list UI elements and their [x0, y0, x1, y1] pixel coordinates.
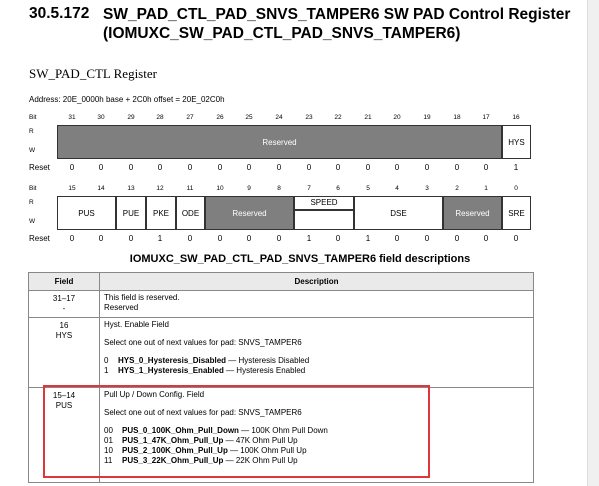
bit-number: 19 [423, 114, 431, 121]
field-bits: 15–14 [52, 391, 76, 400]
bit-number: 12 [156, 185, 164, 192]
bit-number: 15 [68, 185, 76, 192]
option-code: 11 [104, 456, 113, 465]
option-name: PUS_3_22K_Ohm_Pull_Up [122, 456, 224, 465]
option-desc: — 47K Ohm Pull Up [223, 436, 298, 445]
field-column-header: Field [29, 273, 100, 291]
option-desc: — Hysteresis Enabled [223, 366, 306, 375]
reset-value: 0 [69, 163, 75, 172]
bit-number: 14 [97, 185, 105, 192]
reset-value: 0 [424, 234, 430, 243]
option-code: 01 [104, 436, 113, 445]
reset-value: 1 [513, 163, 519, 172]
option-name: PUS_2_100K_Ohm_Pull_Up [122, 446, 228, 455]
field-name: PUS [55, 401, 73, 410]
option-code: 00 [104, 426, 113, 435]
reset-value: 0 [246, 234, 252, 243]
bit-number: 30 [97, 114, 105, 121]
table-row [29, 291, 534, 318]
reset-value: 0 [276, 163, 282, 172]
read-row-label: R [29, 128, 34, 135]
speed-field-lower [294, 210, 354, 230]
option-line [104, 366, 529, 376]
option-name: HYS_1_Hysteresis_Enabled [118, 366, 224, 375]
bit-number: 17 [482, 114, 490, 121]
bit-number: 16 [512, 114, 520, 121]
bit-number: 7 [307, 185, 311, 192]
bit-number: 6 [336, 185, 340, 192]
reset-value: 0 [513, 234, 519, 243]
pus-field: PUS [57, 196, 116, 230]
reset-value: 1 [306, 234, 312, 243]
register-address: Address: 20E_0000h base + 2C0h offset = 20E_02C0h [29, 95, 225, 104]
table-header-row [29, 273, 534, 291]
option-code: 1 [104, 366, 109, 375]
bit-number: 10 [216, 185, 224, 192]
bit-number: 1 [484, 185, 488, 192]
description-text: Reserved [104, 303, 139, 312]
bit-number: 11 [186, 185, 194, 192]
ode-field: ODE [176, 196, 205, 230]
option-desc: — Hysteresis Disabled [226, 356, 310, 365]
register-diagram-lower [29, 184, 589, 246]
bit-number: 23 [305, 114, 313, 121]
reset-value: 0 [246, 163, 252, 172]
option-code: 10 [104, 446, 113, 455]
field-name: HYS [55, 331, 73, 340]
bit-number: 13 [127, 185, 135, 192]
reset-value: 0 [483, 163, 489, 172]
description-text: Select one out of next values for pad: SNVS_TAMPER6 [104, 338, 302, 347]
reserved-field: Reserved [57, 125, 502, 159]
write-row-label: W [29, 218, 36, 225]
reset-value: 0 [217, 234, 223, 243]
reset-value: 0 [98, 234, 104, 243]
reset-row-label: Reset [29, 234, 50, 243]
option-name: PUS_0_100K_Ohm_Pull_Down [122, 426, 239, 435]
bit-number: 20 [393, 114, 401, 121]
speed-field: SPEED [294, 196, 354, 210]
sre-field: SRE [502, 196, 531, 230]
write-row-label: W [29, 147, 36, 154]
field-bits: 16 [59, 321, 69, 330]
bit-number: 9 [247, 185, 251, 192]
field-cell [29, 291, 100, 318]
reset-value: 0 [335, 234, 341, 243]
reset-value: 0 [394, 163, 400, 172]
bit-number: 24 [275, 114, 283, 121]
section-number: 30.5.172 [29, 5, 90, 22]
description-text: Hyst. Enable Field [104, 320, 169, 329]
section-title: SW_PAD_CTL_PAD_SNVS_TAMPER6 SW PAD Control Register (IOMUXC_SW_PAD_CTL_PAD_SNVS_TAMPER6) [103, 6, 571, 42]
option-desc: — 22K Ohm Pull Up [223, 456, 298, 465]
reset-value: 0 [306, 163, 312, 172]
reset-value: 1 [365, 234, 371, 243]
bit-number: 8 [277, 185, 281, 192]
bit-number: 22 [334, 114, 342, 121]
reset-value: 0 [217, 163, 223, 172]
register-diagram-upper [29, 113, 589, 175]
option-desc: — 100K Ohm Pull Down [238, 426, 328, 435]
reset-value: 0 [128, 163, 134, 172]
bit-number: 5 [366, 185, 370, 192]
bit-number: 27 [186, 114, 194, 121]
reset-value: 0 [483, 234, 489, 243]
reserved-field: Reserved [443, 196, 502, 230]
reset-value: 0 [187, 234, 193, 243]
read-row-label: R [29, 199, 34, 206]
dse-field: DSE [354, 196, 443, 230]
description-cell [100, 318, 534, 388]
field-name: - [62, 304, 66, 313]
register-subtitle: SW_PAD_CTL Register [29, 66, 157, 81]
bit-number: 18 [453, 114, 461, 121]
bit-number: 26 [216, 114, 224, 121]
bit-number: 25 [245, 114, 253, 121]
field-bits: 31–17 [52, 294, 76, 303]
bit-number: 2 [455, 185, 459, 192]
option-line [104, 356, 529, 366]
reset-value: 0 [424, 163, 430, 172]
option-name: PUS_1_47K_Ohm_Pull_Up [122, 436, 224, 445]
reset-row-label: Reset [29, 163, 50, 172]
hys-field: HYS [502, 125, 531, 159]
reset-value: 0 [187, 163, 193, 172]
bit-number: 31 [68, 114, 76, 121]
description-text: This field is reserved. [104, 293, 180, 302]
bit-number: 28 [156, 114, 164, 121]
bit-number: 21 [364, 114, 372, 121]
option-code: 0 [104, 356, 109, 365]
reset-value: 1 [157, 234, 163, 243]
pke-field: PKE [146, 196, 176, 230]
bit-row-label: Bit [29, 185, 37, 192]
reset-value: 0 [335, 163, 341, 172]
table-title: IOMUXC_SW_PAD_CTL_PAD_SNVS_TAMPER6 field descriptions [129, 253, 471, 265]
bit-number: 3 [425, 185, 429, 192]
pue-field: PUE [116, 196, 146, 230]
bit-number: 4 [395, 185, 399, 192]
option-desc: — 100K Ohm Pull Up [227, 446, 307, 455]
reset-value: 0 [128, 234, 134, 243]
description-cell [100, 291, 534, 318]
table-row [29, 318, 534, 388]
reset-value: 0 [365, 163, 371, 172]
description-text: Select one out of next values for pad: SNVS_TAMPER6 [104, 408, 302, 417]
reset-value: 0 [454, 234, 460, 243]
option-name: HYS_0_Hysteresis_Disabled [118, 356, 227, 365]
bit-row-label: Bit [29, 114, 37, 121]
reset-value: 0 [98, 163, 104, 172]
reset-value: 0 [454, 163, 460, 172]
highlight-box [43, 385, 430, 478]
bit-number: 29 [127, 114, 135, 121]
bit-number: 0 [514, 185, 518, 192]
reset-value: 0 [394, 234, 400, 243]
reset-value: 0 [276, 234, 282, 243]
reserved-field: Reserved [205, 196, 294, 230]
description-text: Pull Up / Down Config. Field [104, 390, 205, 399]
reset-value: 0 [69, 234, 75, 243]
field-cell [29, 318, 100, 388]
description-column-header: Description [100, 273, 534, 291]
reset-value: 0 [157, 163, 163, 172]
